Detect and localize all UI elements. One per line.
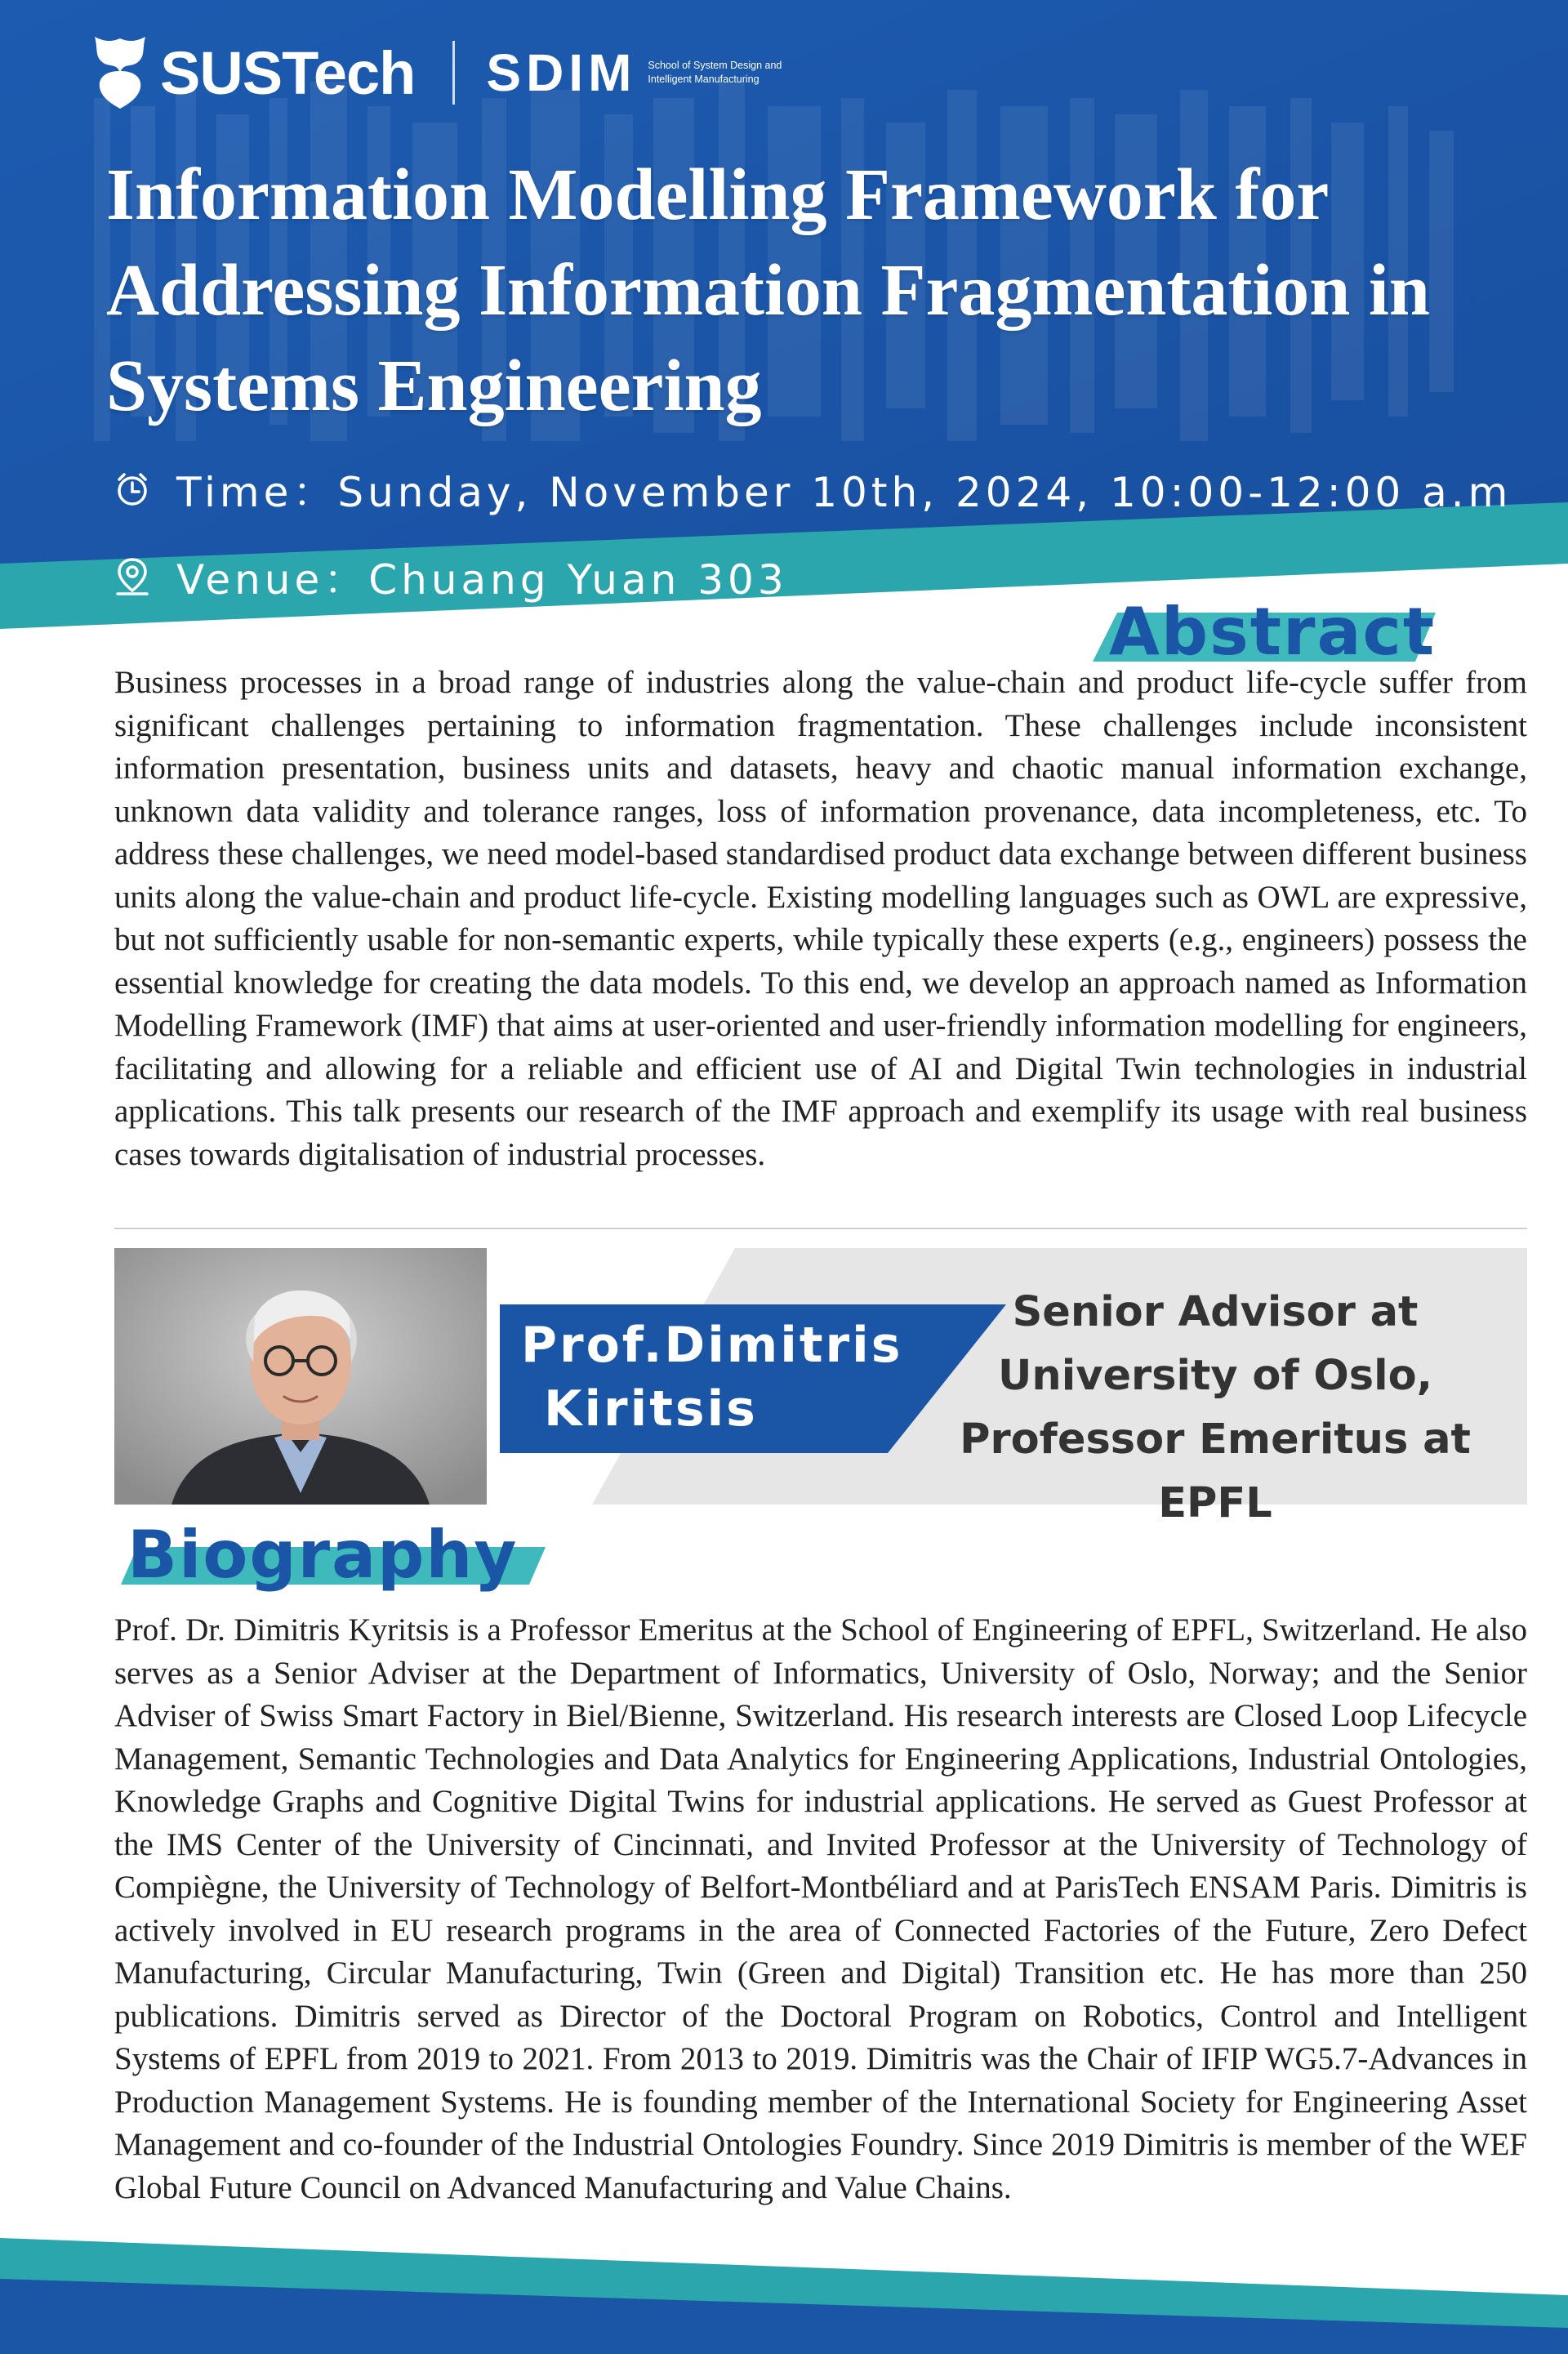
section-divider bbox=[114, 1228, 1527, 1229]
speaker-title-line1: Senior Advisor at bbox=[1012, 1288, 1419, 1336]
clock-icon bbox=[114, 471, 150, 507]
location-pin-icon bbox=[114, 556, 150, 597]
speaker-title-line3: Professor Emeritus at EPFL bbox=[960, 1416, 1471, 1527]
logo-row bbox=[91, 28, 811, 118]
sustech-logo-icon bbox=[91, 35, 149, 110]
event-time: Time：Sunday, November 10th, 2024, 10:00-12:00 a.m bbox=[176, 469, 1512, 516]
speaker-name-line2: Kiritsis bbox=[544, 1380, 758, 1438]
biography-heading: Biography bbox=[127, 1517, 519, 1593]
time-line bbox=[114, 460, 1512, 519]
logo-divider bbox=[452, 41, 455, 105]
speaker-photo bbox=[114, 1248, 487, 1505]
event-venue: Venue：Chuang Yuan 303 bbox=[176, 556, 788, 604]
event-title: Information Modelling Framework for Addressing Information Fragmentation in Systems Engineering bbox=[106, 154, 1430, 426]
venue-line bbox=[114, 547, 788, 606]
speaker-title-line2: University of Oslo, bbox=[998, 1352, 1432, 1400]
speaker-name bbox=[521, 1313, 929, 1441]
biography-text: Prof. Dr. Dimitris Kyritsis is a Professor Emeritus at the School of Engineering of EPFL, Switzerland. He also serves as a Senior Adviser at the Department of Informatics, University of Oslo, Norway; and the Senior Adviser of Swiss Smart Factory in Biel/Bienne, Switzerland. His research interests are Closed Loop Lifecycle Management, Semantic Technologies and Data Analytics for Engineering Applications, Industrial Ontologies, Knowledge Graphs and Cognitive Digital Twins for industrial applications. He served as Guest Professor at the IMS Center of the University of Cincinnati, and Invited Professor at the University of Technology of Compiègne, the University of Technology of Belfort-Montbéliard and at ParisTech ENSAM Paris. Dimitris is actively involved in EU research programs in the area of Connected Factories of the Future, Zero Defect Manufacturing, Circular Manufacturing, Twin (Green and Digital) Transition etc. He has more than 250 publications. Dimitris served as Director of the Doctoral Program on Robotics, Control and Intelligent Systems of EPFL from 2019 to 2021. From 2013 to 2019. Dimitris was the Chair of IFIP WG5.7-Advances in Production Management Systems. He is founding member of the International Society for Engineering Asset Management and co-founder of the Industrial Ontologies Foundry. Since 2019 Dimitris is member of the WEF Global Future Council on Advanced Manufacturing and Value Chains. bbox=[114, 1612, 1527, 2205]
sdim-logo-text: SDIM bbox=[486, 43, 637, 102]
abstract-text: Business processes in a broad range of industries along the value-chain and product life-cycle suffer from significant challenges pertaining to information fragmentation. These challenges include inconsistent information presentation, business units and datasets, heavy and chaotic manual information exchange, unknown data validity and tolerance ranges, loss of information provenance, data incompleteness, etc. To address these challenges, we need model-based standardised product data exchange between different business units along the value-chain and product life-cycle. Existing modelling languages such as OWL are expressive, but not sufficiently usable for non-semantic experts, while typically these experts (e.g., engineers) possess the essential knowledge for creating the data models. To this end, we develop an approach named as Information Modelling Framework (IMF) that aims at user-oriented and user-friendly information modelling for engineers, facilitating and allowing for a reliable and efficient use of AI and Digital Twin technologies in industrial applications. This talk presents our research of the IMF approach and exemplify its usage with real business cases towards digitalisation of industrial processes. bbox=[114, 665, 1527, 1172]
speaker-name-line1: Prof.Dimitris bbox=[521, 1317, 903, 1374]
school-name: School of System Design and Intelligent Manufacturing bbox=[648, 60, 782, 85]
abstract-heading: Abstract bbox=[1109, 594, 1437, 670]
footer-background bbox=[0, 2238, 1568, 2354]
speaker-title bbox=[905, 1281, 1526, 1536]
sustech-logo-text: SUSTech bbox=[160, 38, 416, 107]
